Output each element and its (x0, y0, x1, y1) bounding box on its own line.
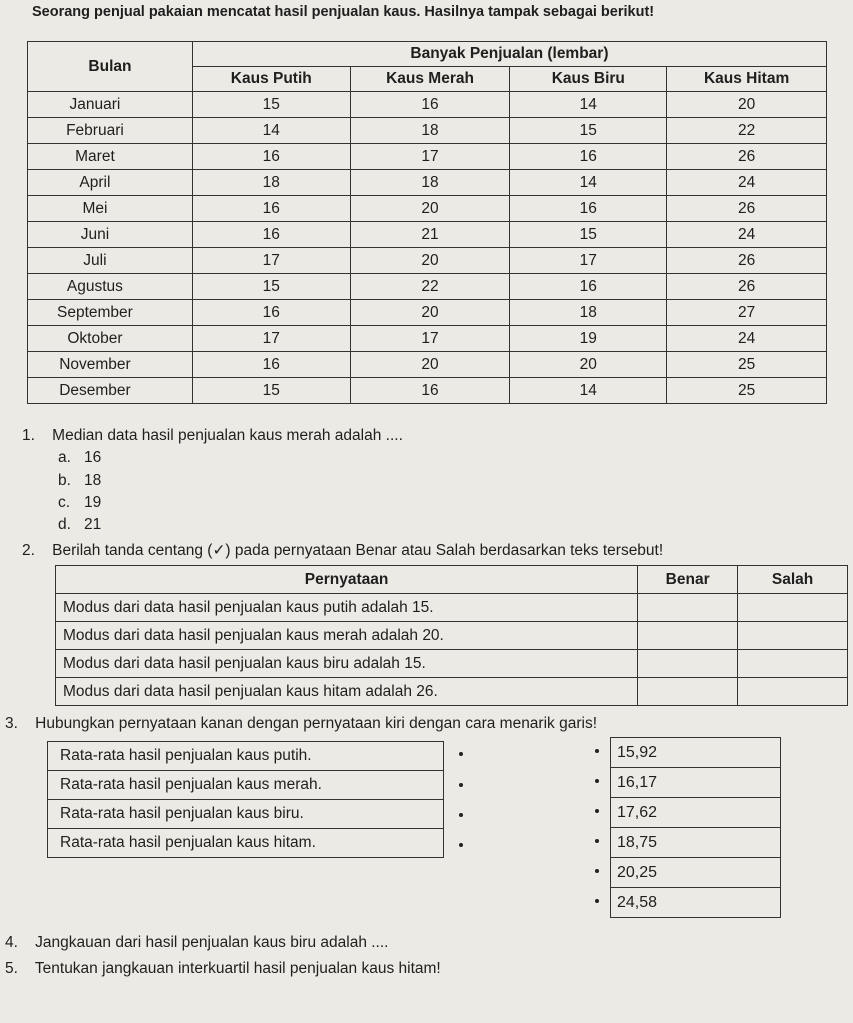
connector-dot[interactable] (459, 752, 463, 756)
value-cell: 15 (192, 92, 350, 118)
matching-right-row (611, 738, 781, 768)
value-cell: 16 (192, 352, 350, 378)
value-cell: 26 (667, 274, 827, 300)
month-cell: Juli (28, 248, 193, 274)
table-row (28, 248, 827, 274)
question-2-text: Berilah tanda centang (✓) pada pernyataan Benar atau Salah berdasarkan teks tersebut! (52, 542, 664, 559)
q1-option-value: 16 (84, 449, 102, 466)
value-cell: 18 (350, 118, 510, 144)
salah-checkbox-cell[interactable] (738, 594, 848, 622)
sales-body (28, 92, 827, 404)
month-cell: September (28, 300, 193, 326)
month-cell: Juni (28, 222, 193, 248)
q1-option-value: 21 (84, 516, 102, 533)
month-cell: Mei (28, 196, 193, 222)
statement-text: Modus dari data hasil penjualan kaus biru adalah 15. (56, 650, 638, 678)
value-cell: 16 (192, 300, 350, 326)
value-cell: 22 (667, 118, 827, 144)
connector-dot[interactable] (595, 899, 599, 903)
matching-right-row (611, 828, 781, 858)
connector-dot[interactable] (595, 869, 599, 873)
question-5-text: Tentukan jangkauan interkuartil hasil penjualan kaus hitam! (34, 960, 441, 977)
month-cell: Agustus (28, 274, 193, 300)
table-row (28, 118, 827, 144)
statement-row (56, 594, 848, 622)
matching-right-table (610, 737, 781, 918)
q1-option-d (58, 516, 101, 534)
intro-text: Seorang penjual pakaian mencatat hasil penjualan kaus. Hasilnya tampak sebagai berikut! (32, 4, 655, 20)
statement-text: Modus dari data hasil penjualan kaus merah adalah 20. (56, 622, 638, 650)
question-2 (22, 541, 663, 560)
value-cell: 20 (350, 196, 510, 222)
question-3 (5, 715, 597, 733)
table-row (28, 144, 827, 170)
value-cell: 16 (350, 92, 510, 118)
month-cell: Januari (28, 92, 193, 118)
salah-checkbox-cell[interactable] (738, 678, 848, 706)
value-cell: 18 (350, 170, 510, 196)
table-row (28, 274, 827, 300)
value-cell: 17 (192, 326, 350, 352)
sales-header-row (28, 42, 827, 67)
table-row (28, 222, 827, 248)
matching-left-item: Rata-rata hasil penjualan kaus merah. (48, 771, 444, 800)
value-cell: 16 (510, 274, 667, 300)
header-kaus-hitam: Kaus Hitam (667, 67, 827, 92)
value-cell: 25 (667, 378, 827, 404)
q1-option-value: 19 (84, 494, 102, 511)
value-cell: 15 (510, 118, 667, 144)
statement-table (55, 565, 848, 706)
month-cell: April (28, 170, 193, 196)
statement-row (56, 678, 848, 706)
header-kaus-merah: Kaus Merah (350, 67, 510, 92)
value-cell: 24 (667, 222, 827, 248)
value-cell: 16 (350, 378, 510, 404)
connector-dot[interactable] (595, 809, 599, 813)
value-cell: 15 (510, 222, 667, 248)
month-cell: Februari (28, 118, 193, 144)
question-1-number: 1. (22, 427, 35, 444)
table-row (28, 170, 827, 196)
matching-right-item: 17,62 (611, 798, 781, 828)
value-cell: 26 (667, 144, 827, 170)
salah-checkbox-cell[interactable] (738, 622, 848, 650)
matching-left-row (48, 742, 444, 771)
table-row (28, 378, 827, 404)
value-cell: 19 (510, 326, 667, 352)
header-group: Banyak Penjualan (lembar) (192, 42, 826, 67)
header-statement: Pernyataan (56, 566, 638, 594)
q1-option-b (58, 472, 101, 490)
statement-row (56, 650, 848, 678)
q1-option-letter: b. (58, 472, 71, 489)
connector-dot[interactable] (459, 843, 463, 847)
matching-right-row (611, 858, 781, 888)
q1-option-value: 18 (84, 472, 102, 489)
statement-text: Modus dari data hasil penjualan kaus putih adalah 15. (56, 594, 638, 622)
connector-dot[interactable] (595, 839, 599, 843)
header-salah: Salah (738, 566, 848, 594)
value-cell: 18 (192, 170, 350, 196)
matching-right-item: 24,58 (611, 888, 781, 918)
matching-right-item: 20,25 (611, 858, 781, 888)
value-cell: 15 (192, 274, 350, 300)
matching-left-row (48, 829, 444, 858)
statement-header-row (56, 566, 848, 594)
q1-option-letter: a. (58, 449, 71, 466)
value-cell: 18 (510, 300, 667, 326)
value-cell: 16 (192, 144, 350, 170)
question-2-number: 2. (22, 542, 35, 559)
month-cell: Oktober (28, 326, 193, 352)
matching-left-body (48, 742, 444, 858)
value-cell: 20 (350, 300, 510, 326)
value-cell: 14 (192, 118, 350, 144)
connector-dot[interactable] (459, 783, 463, 787)
value-cell: 20 (667, 92, 827, 118)
salah-checkbox-cell[interactable] (738, 650, 848, 678)
value-cell: 17 (350, 326, 510, 352)
benar-checkbox-cell[interactable] (638, 650, 738, 678)
header-month: Bulan (28, 42, 193, 92)
table-row (28, 352, 827, 378)
question-1 (22, 427, 403, 445)
value-cell: 16 (192, 222, 350, 248)
q1-option-a (58, 449, 101, 467)
question-5-number: 5. (5, 960, 18, 977)
value-cell: 16 (510, 144, 667, 170)
connector-dot[interactable] (595, 779, 599, 783)
value-cell: 16 (510, 196, 667, 222)
question-4-number: 4. (5, 934, 18, 951)
value-cell: 24 (667, 326, 827, 352)
matching-right-body (611, 738, 781, 918)
benar-checkbox-cell[interactable] (638, 678, 738, 706)
matching-right-item: 15,92 (611, 738, 781, 768)
month-cell: Desember (28, 378, 193, 404)
q1-option-letter: d. (58, 516, 71, 533)
statement-body (56, 594, 848, 706)
value-cell: 25 (667, 352, 827, 378)
matching-left-table (47, 741, 444, 858)
value-cell: 20 (350, 248, 510, 274)
matching-left-item: Rata-rata hasil penjualan kaus hitam. (48, 829, 444, 858)
value-cell: 20 (350, 352, 510, 378)
month-cell: November (28, 352, 193, 378)
benar-checkbox-cell[interactable] (638, 594, 738, 622)
matching-left-row (48, 771, 444, 800)
value-cell: 16 (192, 196, 350, 222)
question-5 (5, 960, 441, 978)
statement-text: Modus dari data hasil penjualan kaus hitam adalah 26. (56, 678, 638, 706)
month-cell: Maret (28, 144, 193, 170)
matching-left-item: Rata-rata hasil penjualan kaus putih. (48, 742, 444, 771)
value-cell: 15 (192, 378, 350, 404)
matching-left-row (48, 800, 444, 829)
matching-right-item: 18,75 (611, 828, 781, 858)
table-row (28, 326, 827, 352)
matching-right-row (611, 888, 781, 918)
q1-option-letter: c. (58, 494, 71, 511)
value-cell: 17 (510, 248, 667, 274)
value-cell: 22 (350, 274, 510, 300)
matching-right-row (611, 768, 781, 798)
value-cell: 14 (510, 170, 667, 196)
table-row (28, 196, 827, 222)
sales-table (27, 41, 827, 404)
value-cell: 20 (510, 352, 667, 378)
value-cell: 14 (510, 378, 667, 404)
connector-dot[interactable] (459, 813, 463, 817)
value-cell: 24 (667, 170, 827, 196)
connector-dot[interactable] (595, 749, 599, 753)
header-benar: Benar (638, 566, 738, 594)
value-cell: 17 (192, 248, 350, 274)
table-row (28, 92, 827, 118)
value-cell: 27 (667, 300, 827, 326)
matching-right-row (611, 798, 781, 828)
header-kaus-putih: Kaus Putih (192, 67, 350, 92)
benar-checkbox-cell[interactable] (638, 622, 738, 650)
question-3-text: Hubungkan pernyataan kanan dengan pernyataan kiri dengan cara menarik garis! (35, 715, 597, 732)
value-cell: 26 (667, 248, 827, 274)
value-cell: 26 (667, 196, 827, 222)
q1-option-c (58, 494, 101, 512)
value-cell: 21 (350, 222, 510, 248)
statement-row (56, 622, 848, 650)
header-kaus-biru: Kaus Biru (510, 67, 667, 92)
table-row (28, 300, 827, 326)
question-3-number: 3. (5, 715, 18, 732)
question-4 (5, 934, 388, 952)
value-cell: 14 (510, 92, 667, 118)
question-1-text: Median data hasil penjualan kaus merah adalah .... (52, 427, 403, 444)
matching-left-item: Rata-rata hasil penjualan kaus biru. (48, 800, 444, 829)
matching-right-item: 16,17 (611, 768, 781, 798)
value-cell: 17 (350, 144, 510, 170)
question-4-text: Jangkauan dari hasil penjualan kaus biru adalah .... (35, 934, 389, 951)
